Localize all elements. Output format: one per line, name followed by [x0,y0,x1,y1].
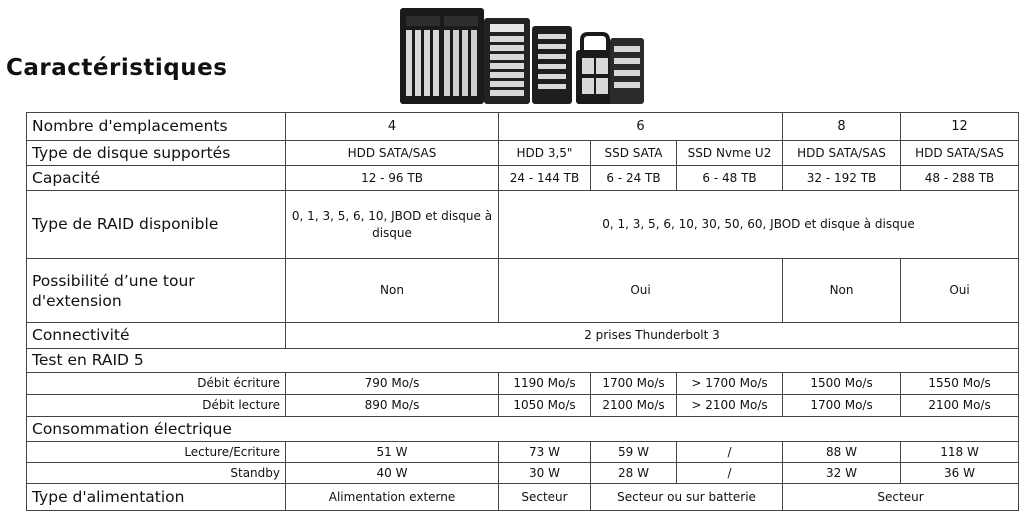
write-12: 1550 Mo/s [901,373,1019,395]
label-extension: Possibilité d’une tour d'extension [27,259,286,323]
disk-type-6b: SSD SATA [591,141,677,166]
rw-6b: 59 W [591,442,677,463]
enclosure-8-bay [484,18,530,104]
rw-6c: / [677,442,783,463]
read-8: 1700 Mo/s [783,395,901,417]
label-rw: Lecture/Ecriture [27,442,286,463]
capacity-8: 32 - 192 TB [783,166,901,191]
supply-6a: Secteur [499,484,591,511]
slots-4: 4 [286,113,499,141]
rw-8: 88 W [783,442,901,463]
row-read [27,395,1019,417]
standby-6c: / [677,463,783,484]
product-lineup-image [398,4,646,108]
row-supply [27,484,1019,511]
write-6a: 1190 Mo/s [499,373,591,395]
capacity-6b: 6 - 24 TB [591,166,677,191]
slots-6: 6 [499,113,783,141]
label-disk-type: Type de disque supportés [27,141,286,166]
extension-12: Oui [901,259,1019,323]
extension-4: Non [286,259,499,323]
section-power: Consommation électrique [27,417,1019,442]
label-standby: Standby [27,463,286,484]
disk-type-4: HDD SATA/SAS [286,141,499,166]
raid-4: 0, 1, 3, 5, 6, 10, JBOD et disque à disque [286,191,499,259]
extension-8: Non [783,259,901,323]
disk-type-6a: HDD 3,5" [499,141,591,166]
capacity-4: 12 - 96 TB [286,166,499,191]
row-standby [27,463,1019,484]
disk-type-12: HDD SATA/SAS [901,141,1019,166]
read-12: 2100 Mo/s [901,395,1019,417]
write-4: 790 Mo/s [286,373,499,395]
spec-table [26,112,1019,511]
standby-12: 36 W [901,463,1019,484]
label-capacity: Capacité [27,166,286,191]
rw-4: 51 W [286,442,499,463]
row-write [27,373,1019,395]
enclosure-portable [576,34,614,104]
row-slots [27,113,1019,141]
label-supply: Type d'alimentation [27,484,286,511]
row-rw [27,442,1019,463]
raid-rest: 0, 1, 3, 5, 6, 10, 30, 50, 60, JBOD et disque à disque [499,191,1019,259]
row-disk-type [27,141,1019,166]
label-read: Débit lecture [27,395,286,417]
standby-8: 32 W [783,463,901,484]
supply-4: Alimentation externe [286,484,499,511]
read-4: 890 Mo/s [286,395,499,417]
rw-6a: 73 W [499,442,591,463]
read-6b: 2100 Mo/s [591,395,677,417]
write-6c: > 1700 Mo/s [677,373,783,395]
connectivity-value: 2 prises Thunderbolt 3 [286,323,1019,349]
slots-8: 8 [783,113,901,141]
label-write: Débit écriture [27,373,286,395]
write-8: 1500 Mo/s [783,373,901,395]
row-connectivity [27,323,1019,349]
capacity-6a: 24 - 144 TB [499,166,591,191]
label-raid: Type de RAID disponible [27,191,286,259]
page-title: Caractéristiques [6,55,228,81]
enclosure-12-bay [400,8,484,104]
read-6c: > 2100 Mo/s [677,395,783,417]
read-6a: 1050 Mo/s [499,395,591,417]
row-raid5-header [27,349,1019,373]
supply-8-12: Secteur [783,484,1019,511]
section-raid5: Test en RAID 5 [27,349,1019,373]
label-connectivity: Connectivité [27,323,286,349]
disk-type-8: HDD SATA/SAS [783,141,901,166]
row-capacity [27,166,1019,191]
rw-12: 118 W [901,442,1019,463]
standby-6a: 30 W [499,463,591,484]
capacity-12: 48 - 288 TB [901,166,1019,191]
row-extension [27,259,1019,323]
enclosure-6-bay [532,26,572,104]
row-raid [27,191,1019,259]
supply-6bc: Secteur ou sur batterie [591,484,783,511]
slots-12: 12 [901,113,1019,141]
label-slots: Nombre d'emplacements [27,113,286,141]
row-power-header [27,417,1019,442]
disk-type-6c: SSD Nvme U2 [677,141,783,166]
standby-4: 40 W [286,463,499,484]
standby-6b: 28 W [591,463,677,484]
enclosure-4-bay [610,38,644,104]
extension-6: Oui [499,259,783,323]
capacity-6c: 6 - 48 TB [677,166,783,191]
write-6b: 1700 Mo/s [591,373,677,395]
